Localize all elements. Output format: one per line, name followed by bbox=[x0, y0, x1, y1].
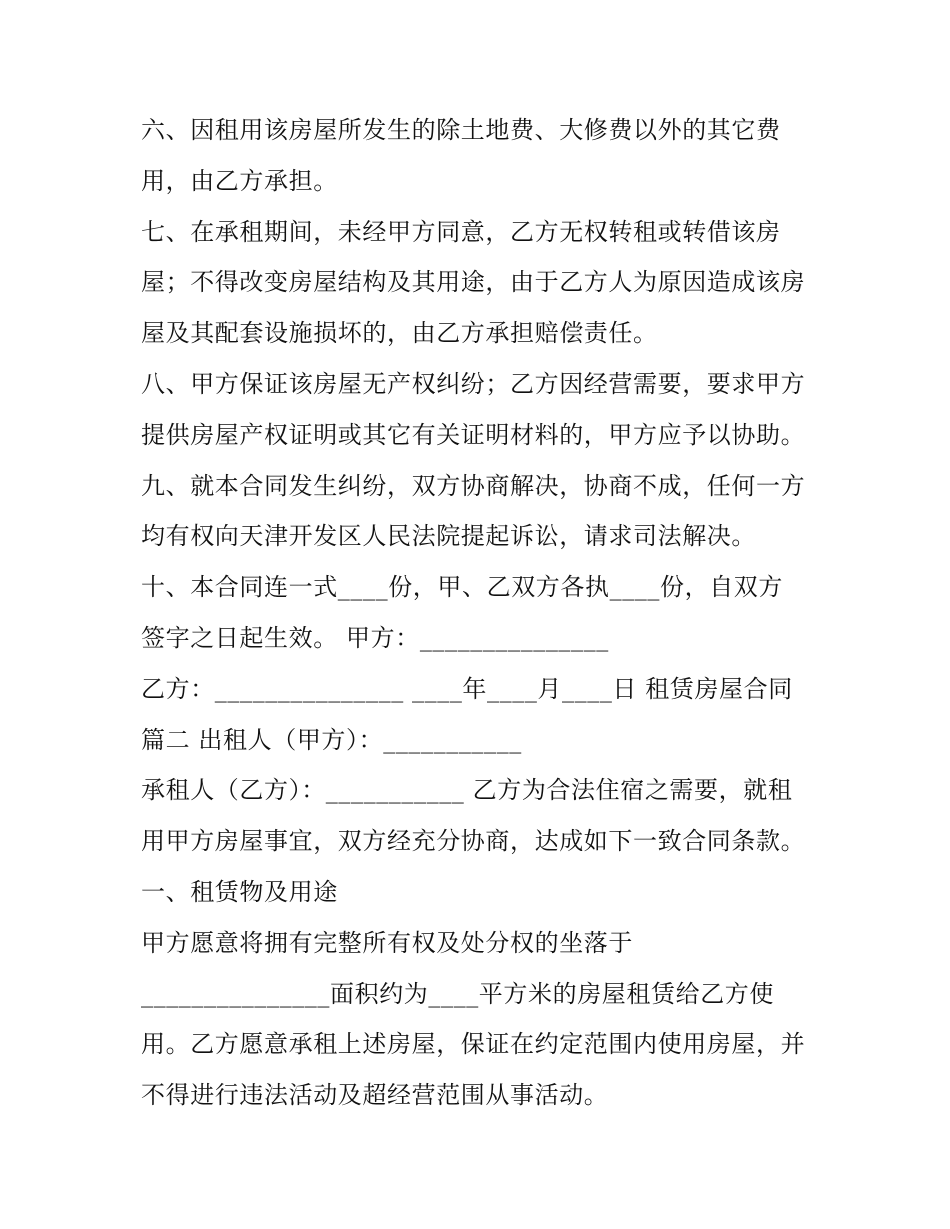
text-line: 屋及其配套设施损坏的，由乙方承担赔偿责任。 bbox=[141, 319, 658, 348]
section-heading: 篇二 出租人（甲方）：___________ bbox=[141, 725, 522, 754]
text-line: 十、本合同连一式____份，甲、乙双方各执____份，自双方 bbox=[141, 573, 783, 602]
text-line: 甲方愿意将拥有完整所有权及处分权的坐落于 bbox=[141, 928, 633, 957]
text-line: 八、甲方保证该房屋无产权纠纷；乙方因经营需要，要求甲方 bbox=[141, 369, 806, 398]
text-line: 用，由乙方承担。 bbox=[141, 166, 338, 195]
text-line: 屋；不得改变房屋结构及其用途，由于乙方人为原因造成该房 bbox=[141, 268, 806, 297]
text-line: 用甲方房屋事宜，双方经充分协商，达成如下一致合同条款。 bbox=[141, 827, 806, 856]
text-line: _______________面积约为____平方米的房屋租赁给乙方使 bbox=[141, 979, 774, 1008]
text-line: 九、就本合同发生纠纷，双方协商解决，协商不成，任何一方 bbox=[141, 471, 806, 500]
text-line: 签字之日起生效。 甲方：_______________ bbox=[141, 623, 609, 652]
text-line: 用。乙方愿意承租上述房屋，保证在约定范围内使用房屋，并 bbox=[141, 1030, 806, 1059]
text-line: 七、在承租期间，未经甲方同意，乙方无权转租或转借该房 bbox=[141, 217, 781, 246]
text-line: 六、因租用该房屋所发生的除土地费、大修费以外的其它费 bbox=[141, 116, 781, 144]
text-line: 均有权向天津开发区人民法院提起诉讼，请求司法解决。 bbox=[141, 522, 756, 551]
text-line: 提供房屋产权证明或其它有关证明材料的，甲方应予以协助。 bbox=[141, 420, 806, 449]
clause-heading: 一、租赁物及用途 bbox=[141, 877, 338, 906]
document-body bbox=[141, 105, 821, 1121]
text-line: 乙方：_______________ ____年____月____日 租赁房屋合同 bbox=[141, 674, 793, 703]
text-line: 不得进行违法活动及超经营范围从事活动。 bbox=[141, 1081, 609, 1110]
text-line: 承租人（乙方）：___________ 乙方为合法住宿之需要，就租 bbox=[141, 776, 793, 805]
